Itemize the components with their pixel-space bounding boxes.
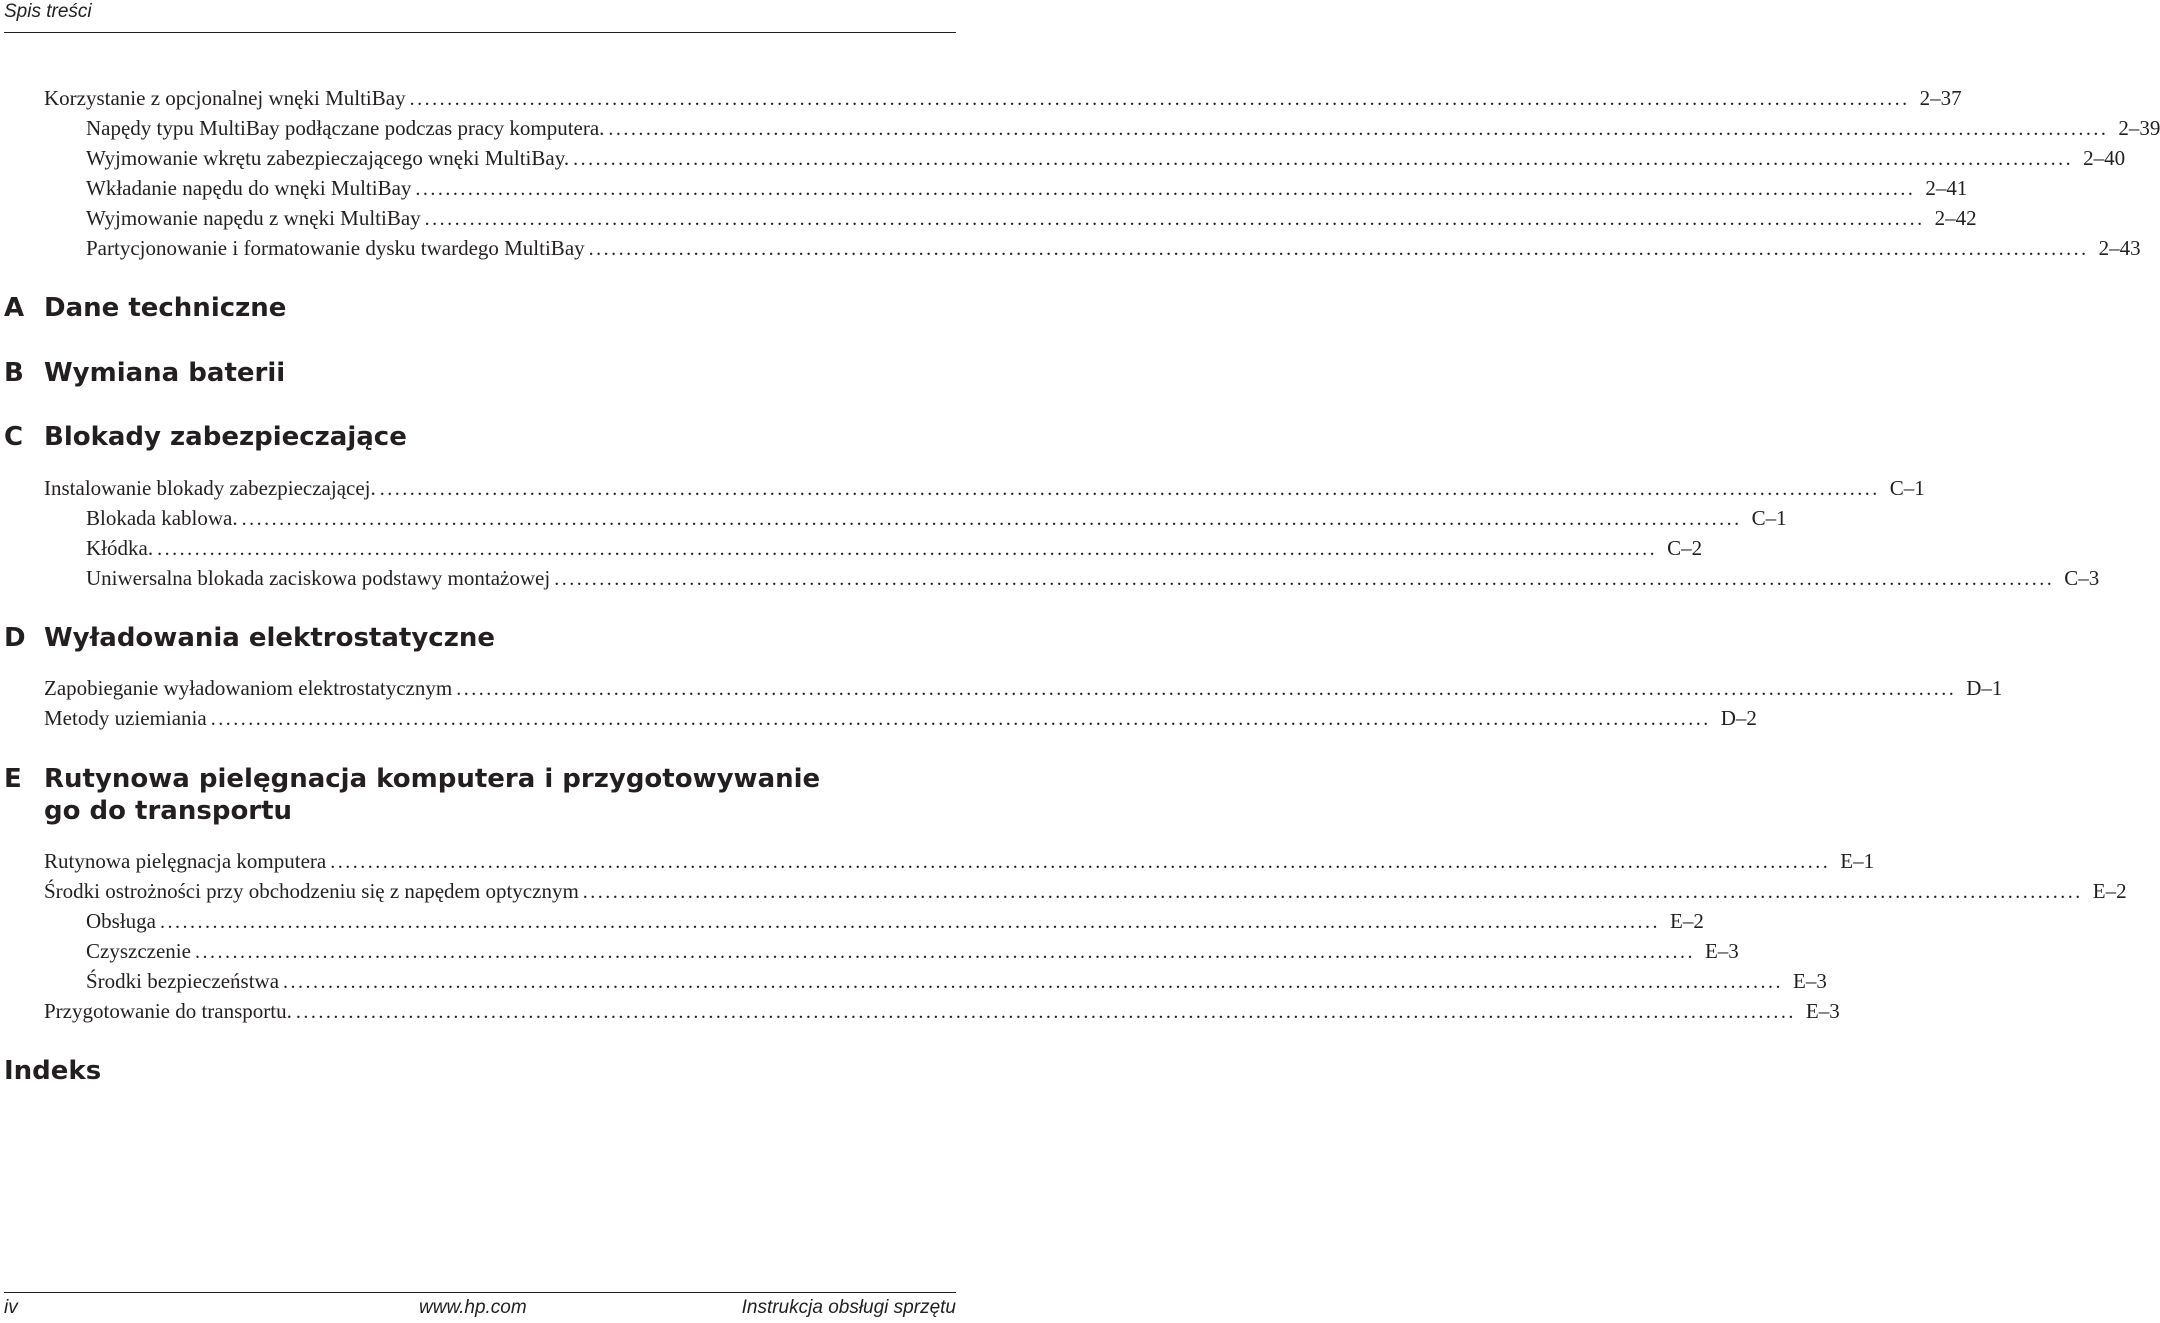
toc-entry-label: Instalowanie blokady zabezpieczającej. [44, 476, 376, 500]
toc-entry-label: Korzystanie z opcjonalnej wnęki MultiBay [44, 86, 406, 110]
toc-entry-label: Rutynowa pielęgnacja komputera [44, 849, 327, 873]
toc-entry[interactable] [44, 876, 2127, 906]
toc-entry[interactable] [86, 906, 1704, 936]
toc-entry[interactable] [44, 846, 1875, 876]
footer-page-number: iv [4, 1297, 18, 1318]
toc-entry-label: Kłódka. [86, 536, 154, 560]
dot-leader: ........................................................................................................................................................................................................ [295, 1001, 1796, 1023]
chapter-title: Blokady zabezpieczające [44, 422, 407, 452]
chapter-letter: A [4, 293, 25, 323]
dot-leader: ........................................................................................................................................................................................................ [210, 708, 1711, 730]
toc-entry[interactable] [86, 936, 1739, 966]
toc-entry[interactable] [44, 996, 1840, 1026]
toc-entry-label: Wyjmowanie wkrętu zabezpieczającego wnęki MultiBay. [86, 146, 570, 170]
toc-entry[interactable] [44, 703, 1757, 733]
toc-entry-label: Metody uziemiania [44, 706, 207, 730]
toc-entry-label: Wkładanie napędu do wnęki MultiBay [86, 176, 412, 200]
toc-entry-page: C–3 [2064, 566, 2100, 590]
chapter-heading-e[interactable] [4, 763, 944, 829]
toc-entry-page: E–1 [1840, 849, 1875, 873]
toc-entry-page: 2–39 [2118, 116, 2160, 140]
toc-entry-page: C–1 [1889, 476, 1925, 500]
chapter-letter: C [4, 422, 24, 452]
chapter-title: Wymiana baterii [44, 358, 286, 388]
dot-leader: ........................................................................................................................................................................................................ [330, 851, 1831, 873]
toc-entry[interactable] [44, 473, 1925, 503]
chapter-letter: E [4, 764, 22, 794]
dot-leader: ........................................................................................................................................................................................................ [608, 118, 2109, 140]
dot-leader: ........................................................................................................................................................................................................ [582, 881, 2083, 903]
toc-entry[interactable] [86, 966, 1827, 996]
toc-entry-page: 2–40 [2083, 146, 2126, 170]
dot-leader: ........................................................................................................................................................................................................ [241, 508, 1742, 530]
page-footer [4, 1292, 956, 1323]
toc-entry-label: Obsługa [86, 909, 156, 933]
toc-entry[interactable] [86, 233, 2141, 263]
running-head [4, 0, 956, 33]
toc-entry-label: Przygotowanie do transportu. [44, 999, 292, 1023]
toc-entry[interactable] [86, 503, 1787, 533]
dot-leader: ........................................................................................................................................................................................................ [160, 911, 1660, 933]
toc-entry-label: Blokada kablowa. [86, 506, 238, 530]
toc-entry[interactable] [44, 673, 2003, 703]
toc-entry-label: Środki bezpieczeństwa [86, 969, 280, 993]
dot-leader: ........................................................................................................................................................................................................ [424, 208, 1925, 230]
dot-leader: ........................................................................................................................................................................................................ [379, 478, 1880, 500]
footer-url[interactable]: www.hp.com [419, 1297, 527, 1318]
toc-entry-label: Partycjonowanie i formatowanie dysku twardego MultiBay [86, 236, 585, 260]
toc-entry-page: E–3 [1704, 939, 1739, 963]
running-head-title: Spis treści [4, 1, 92, 22]
toc-entry[interactable] [86, 143, 2126, 173]
toc-entry-page: E–2 [1670, 909, 1704, 933]
toc-entry-page: 2–37 [1919, 86, 1962, 110]
chapter-title: Wyładowania elektrostatyczne [44, 623, 495, 653]
dot-leader: ........................................................................................................................................................................................................ [415, 178, 1916, 200]
dot-leader: ........................................................................................................................................................................................................ [409, 88, 1910, 110]
toc-entry-label: Czyszczenie [86, 939, 191, 963]
toc-entry-page: 2–42 [1934, 206, 1977, 230]
toc-entry-page: E–3 [1793, 969, 1827, 993]
chapter-title: Dane techniczne [44, 293, 287, 323]
toc-entry-page: 2–43 [2098, 236, 2141, 260]
toc-entry[interactable] [86, 533, 1703, 563]
toc-entry[interactable] [86, 203, 1977, 233]
toc-entry-page: 2–41 [1925, 176, 1968, 200]
toc-entry[interactable] [86, 173, 1968, 203]
chapter-title-line-1: Rutynowa pielęgnacja komputera i przygotowywanie [44, 764, 821, 794]
toc-entry-page: C–2 [1667, 536, 1703, 560]
chapter-letter: B [4, 358, 24, 388]
toc-entry-page: D–1 [1966, 676, 2003, 700]
toc-entry-label: Uniwersalna blokada zaciskowa podstawy montażowej [86, 566, 551, 590]
toc-entry-label: Zapobieganie wyładowaniom elektrostatycznym [44, 676, 453, 700]
toc-entry[interactable] [86, 563, 2100, 593]
dot-leader: ........................................................................................................................................................................................................ [194, 941, 1695, 963]
footer-manual-title: Instrukcja obsługi sprzętu [741, 1297, 956, 1318]
dot-leader: ........................................................................................................................................................................................................ [157, 538, 1658, 560]
toc-entry-label: Napędy typu MultiBay podłączane podczas pracy komputera. [86, 116, 605, 140]
toc-entry-page: E–2 [2092, 879, 2127, 903]
dot-leader: ........................................................................................................................................................................................................ [573, 148, 2074, 170]
dot-leader: ........................................................................................................................................................................................................ [588, 238, 2089, 260]
toc-entry[interactable] [44, 83, 1962, 113]
chapter-title-line-2: go do transportu [44, 796, 293, 826]
index-title: Indeks [4, 1056, 102, 1086]
dot-leader: ........................................................................................................................................................................................................ [554, 568, 2055, 590]
toc-entry-label: Wyjmowanie napędu z wnęki MultiBay [86, 206, 421, 230]
toc-entry[interactable] [86, 113, 2160, 143]
toc-entry-page: E–3 [1805, 999, 1840, 1023]
chapter-letter: D [4, 623, 26, 653]
dot-leader: ........................................................................................................................................................................................................ [456, 678, 1957, 700]
dot-leader: ........................................................................................................................................................................................................ [283, 971, 1784, 993]
toc-entry-label: Środki ostrożności przy obchodzeniu się z napędem optycznym [44, 879, 579, 903]
toc-entry-page: C–1 [1751, 506, 1787, 530]
toc-entry-page: D–2 [1720, 706, 1757, 730]
